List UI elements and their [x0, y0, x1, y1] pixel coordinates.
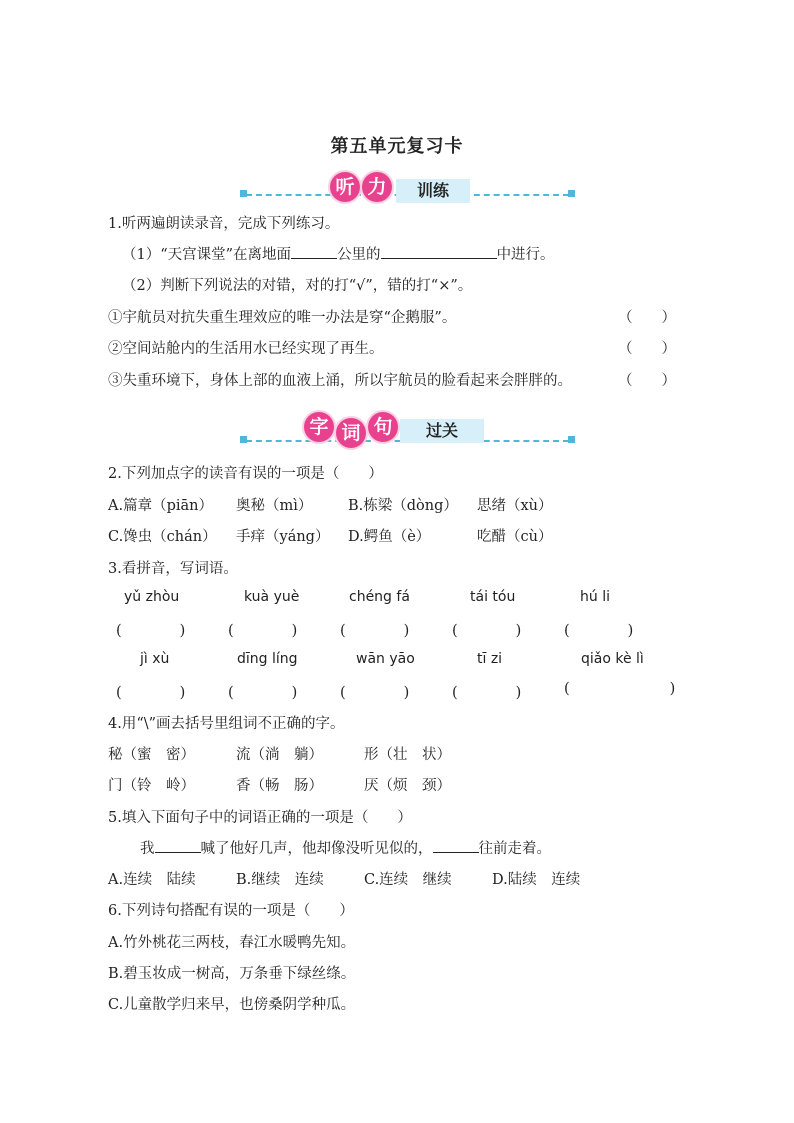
q1-sub1-text-c: 中进行。: [496, 247, 555, 263]
answer-paren[interactable]: ( ): [340, 685, 410, 701]
q1-sub2: （2）判断下列说法的对错，对的打“√”，错的打“×”。: [122, 278, 473, 294]
answer-paren[interactable]: ( ): [564, 623, 634, 639]
answer-paren[interactable]: （ ）: [618, 373, 676, 389]
q2-option: A.篇章（piān）: [108, 498, 213, 514]
section-banner-words: [240, 412, 575, 452]
q4-item: 流（淌 躺）: [236, 747, 323, 763]
answer-blank[interactable]: [433, 838, 479, 853]
answer-blank[interactable]: [381, 244, 497, 259]
q3-stem: 3.看拼音，写词语。: [108, 561, 238, 577]
banner-right-square: [568, 190, 575, 197]
paren-close: ): [669, 681, 676, 697]
answer-blank[interactable]: [155, 838, 201, 853]
q5-option: D.陆续 连续: [492, 872, 581, 888]
q1-sub1: [122, 243, 555, 264]
pinyin: jì xù: [140, 651, 170, 667]
q4-item: 门（铃 岭）: [108, 778, 195, 794]
q1-item: ①宇航员对抗失重生理效应的唯一办法是穿“企鹅服”。: [108, 310, 457, 326]
q4-stem: 4.用“\”画去括号里组词不正确的字。: [108, 716, 345, 732]
banner-tab: [400, 419, 484, 443]
q6-option: C.儿童散学归来早，也傍桑阴学种瓜。: [108, 997, 356, 1013]
q5-option: A.连续 陆续: [108, 872, 196, 888]
pinyin: tái tóu: [470, 589, 516, 605]
q6-stem: 6.下列诗句搭配有误的一项是（ ）: [108, 903, 354, 919]
banner-left-square: [240, 436, 247, 443]
answer-paren[interactable]: ( ): [452, 685, 522, 701]
answer-paren[interactable]: ( ): [116, 623, 186, 639]
pinyin: hú li: [580, 589, 610, 605]
q4-item: 厌（烦 颈）: [364, 778, 451, 794]
answer-paren[interactable]: ( ): [116, 685, 186, 701]
banner-char: 听: [330, 172, 360, 202]
answer-paren[interactable]: ( ): [452, 623, 522, 639]
banner-tab: [396, 179, 470, 203]
q1-item: ③失重环境下，身体上部的血液上涌，所以宇航员的脸看起来会胖胖的。: [108, 373, 572, 389]
banner-char: 句: [368, 412, 398, 442]
q2-option: 奥秘（mì）: [236, 498, 313, 514]
q1-sub1-text-b: 公里的: [337, 247, 381, 263]
q4-item: 秘（蜜 密）: [108, 747, 195, 763]
banner-right-square: [568, 436, 575, 443]
pinyin: wān yāo: [356, 651, 415, 667]
page-title: 第五单元复习卡: [330, 136, 464, 157]
q6-option: B.碧玉妆成一树高，万条垂下绿丝绦。: [108, 966, 356, 982]
pinyin: tī zi: [477, 651, 503, 667]
answer-paren-wide[interactable]: [564, 681, 675, 697]
banner-tab-label: 过关: [425, 421, 458, 440]
answer-blank[interactable]: [291, 244, 337, 259]
answer-paren[interactable]: ( ): [228, 685, 298, 701]
pinyin: qiǎo kè lì: [581, 651, 644, 667]
q2-option: D.鳄鱼（è）: [348, 529, 431, 545]
pinyin: yǔ zhòu: [124, 589, 180, 605]
banner-char: 力: [362, 172, 392, 202]
pinyin: dīng líng: [237, 651, 298, 667]
pinyin: chéng fá: [349, 589, 410, 605]
banner-char: 词: [336, 418, 366, 448]
section-banner-listening: [240, 172, 575, 212]
q1-sub1-text-a: （1）“天宫课堂”在离地面: [122, 247, 292, 263]
q2-option: C.馋虫（chán）: [108, 529, 217, 545]
q5-text-b: 喊了他好几声，他却像没听见似的，: [200, 841, 433, 857]
answer-paren[interactable]: （ ）: [618, 341, 676, 357]
q4-item: 香（畅 肠）: [236, 778, 323, 794]
q5-option: C.连续 继续: [364, 872, 452, 888]
answer-paren[interactable]: ( ): [340, 623, 410, 639]
q5-text-a: 我: [140, 841, 155, 857]
q2-option: B.栋梁（dòng）: [348, 498, 458, 514]
q5-text-c: 往前走着。: [478, 841, 551, 857]
answer-paren[interactable]: （ ）: [618, 310, 676, 326]
banner-left-square: [240, 190, 247, 197]
q2-option: 手痒（yáng）: [236, 529, 330, 545]
q1-stem: 1.听两遍朗读录音，完成下列练习。: [108, 216, 340, 232]
q1-item: ②空间站舱内的生活用水已经实现了再生。: [108, 341, 384, 357]
q2-option: 思绪（xù）: [477, 498, 553, 514]
banner-char: 字: [304, 412, 334, 442]
q5-stem: 5.填入下面句子中的词语正确的一项是（ ）: [108, 810, 412, 826]
q2-option: 吃醋（cù）: [477, 529, 553, 545]
answer-paren[interactable]: ( ): [228, 623, 298, 639]
q5-option: B.继续 连续: [236, 872, 324, 888]
banner-tab-label: 训练: [416, 181, 449, 200]
q5-sentence: [140, 837, 551, 858]
q2-stem: 2.下列加点字的读音有误的一项是（ ）: [108, 466, 383, 482]
pinyin: kuà yuè: [244, 589, 300, 605]
q4-item: 形（壮 状）: [364, 747, 451, 763]
paren-open: (: [564, 681, 570, 697]
q6-option: A.竹外桃花三两枝，春江水暖鸭先知。: [108, 935, 356, 951]
